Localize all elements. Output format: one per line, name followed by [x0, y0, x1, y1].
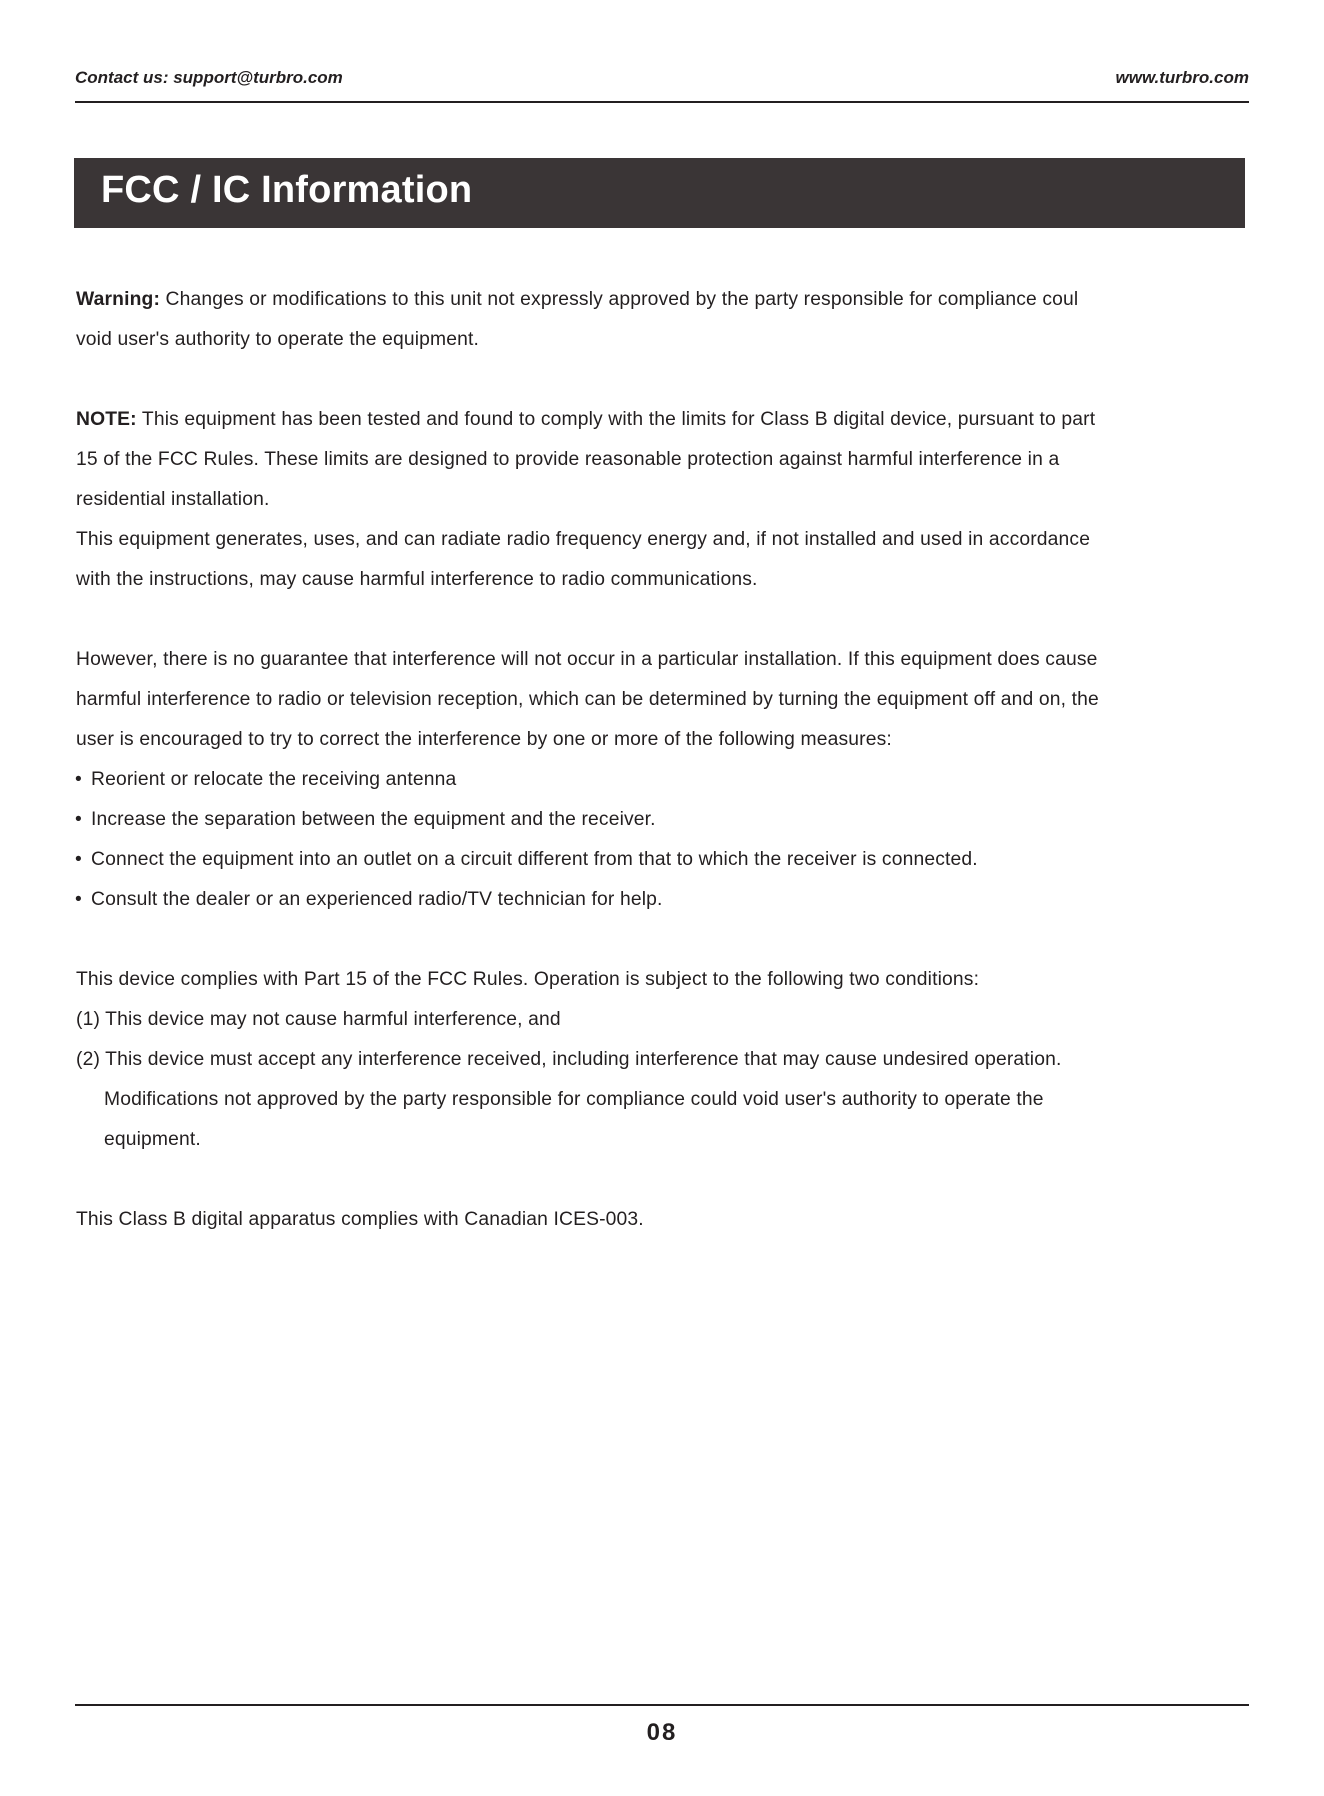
bullet-icon: •: [75, 769, 82, 790]
warning-paragraph: [76, 280, 1236, 320]
note-text-line-1: This equipment has been tested and found to comply with the limits for Class B digital device, pursuant to part: [136, 409, 1096, 430]
spacer: [76, 360, 1236, 400]
bullet-icon: •: [75, 849, 82, 870]
measure-item: [76, 880, 1236, 920]
however-text-line-3: user is encouraged to try to correct the interference by one or more of the following measures:: [76, 729, 892, 750]
compliance-text-line-1: This device complies with Part 15 of the FCC Rules. Operation is subject to the following two conditions:: [76, 969, 980, 990]
note-text-line-4: This equipment generates, uses, and can radiate radio frequency energy and, if not installed and used in accordance: [76, 529, 1091, 550]
note-label: NOTE:: [76, 409, 137, 430]
compliance-condition-1: (1) This device may not cause harmful interference, and: [76, 1009, 561, 1030]
spacer: [76, 920, 1236, 960]
page-header: [75, 68, 1249, 88]
note-text-line-3: residential installation.: [76, 489, 270, 510]
page-number: 08: [646, 1719, 678, 1746]
document-body: [76, 280, 1236, 1240]
footer-divider: [75, 1704, 1249, 1706]
warning-text-line-1: Changes or modifications to this unit not expressly approved by the party responsible for compliance coul: [160, 289, 1079, 310]
measure-text: Reorient or relocate the receiving antenna: [91, 769, 457, 790]
measure-item: [76, 840, 1236, 880]
note-text-line-5: with the instructions, may cause harmful interference to radio communications.: [76, 569, 758, 590]
note-paragraph: [76, 400, 1236, 440]
warning-text-line-2: void user's authority to operate the equipment.: [76, 329, 480, 350]
contact-email: Contact us: support@turbro.com: [75, 68, 343, 87]
bullet-icon: •: [75, 809, 82, 830]
canada-statement: This Class B digital apparatus complies with Canadian ICES-003.: [76, 1209, 644, 1230]
note-text-line-2: 15 of the FCC Rules. These limits are designed to provide reasonable protection against harmful interference in a: [76, 449, 1060, 470]
header-divider: [75, 101, 1249, 103]
bullet-icon: •: [75, 889, 82, 910]
compliance-text-line-4: Modifications not approved by the party responsible for compliance could void user's authority to operate the: [104, 1089, 1044, 1110]
website-url: www.turbro.com: [1115, 68, 1249, 87]
compliance-text-line-5: equipment.: [104, 1129, 201, 1150]
measure-text: Increase the separation between the equipment and the receiver.: [91, 809, 656, 830]
spacer: [76, 1160, 1236, 1200]
compliance-condition-2: (2) This device must accept any interference received, including interference that may cause undesired operation.: [76, 1049, 1062, 1070]
measure-item: [76, 800, 1236, 840]
measure-text: Connect the equipment into an outlet on a circuit different from that to which the receiver is connected.: [91, 849, 978, 870]
spacer: [76, 600, 1236, 640]
measure-item: [76, 760, 1236, 800]
measure-text: Consult the dealer or an experienced radio/TV technician for help.: [91, 889, 663, 910]
section-title-bar: [74, 158, 1245, 228]
however-text-line-2: harmful interference to radio or television reception, which can be determined by turning the equipment off and on, the: [76, 689, 1099, 710]
warning-label: Warning:: [76, 289, 161, 310]
page-title: FCC / IC Information: [101, 169, 473, 211]
however-text-line-1: However, there is no guarantee that interference will not occur in a particular installation. If this equipment does cause: [76, 649, 1098, 670]
